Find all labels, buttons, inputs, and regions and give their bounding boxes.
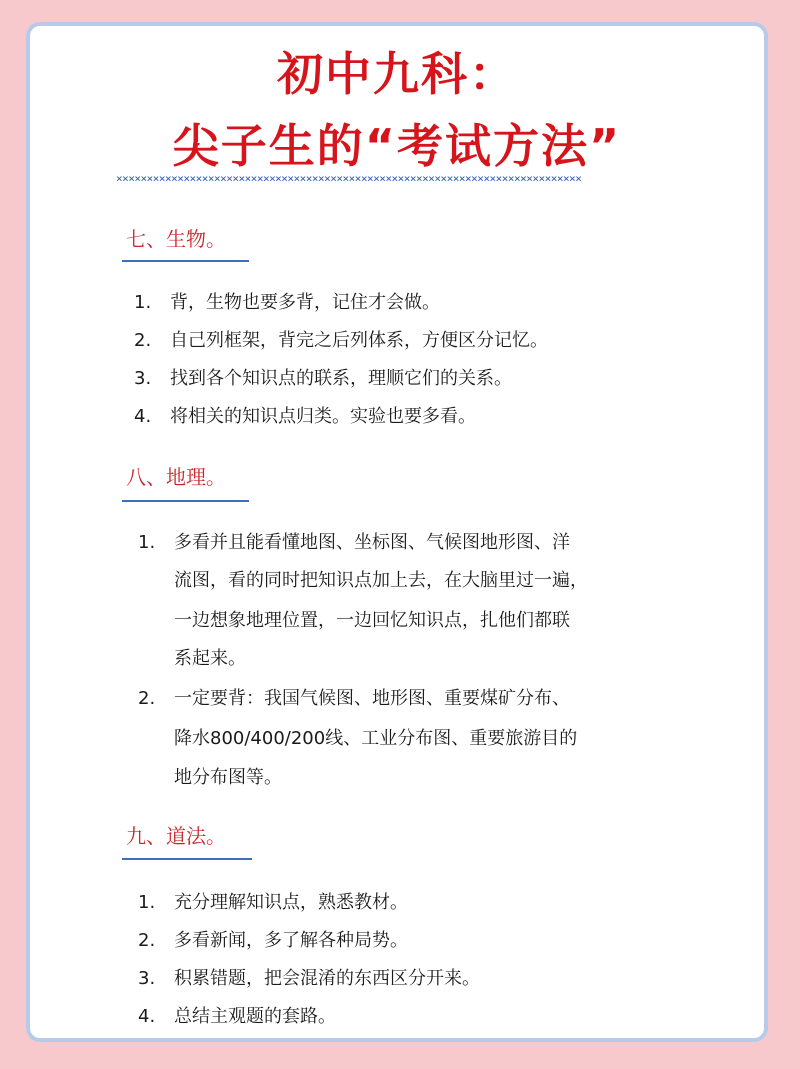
section-heading-geography: 八、地理。 [126,465,226,489]
list-item-line: 一边想象地理位置，一边回忆知识点，扎他们都联 [174,610,570,631]
list-item-line: 一定要背：我国气候图、地形图、重要煤矿分布、 [174,688,570,709]
section-underline [122,500,249,502]
section-underline [122,260,249,262]
list-item-line: 地分布图等。 [174,767,282,788]
document-card [26,22,768,1042]
list-item-number: 3. [138,968,156,989]
list-item-number: 3. [134,368,152,389]
list-item-line: 系起来。 [174,648,246,669]
section-heading-biology: 七、生物。 [126,227,226,251]
list-item-text: 找到各个知识点的联系，理顺它们的关系。 [170,368,512,389]
list-item-text: 将相关的知识点归类。实验也要多看。 [170,406,476,427]
list-item-number: 2. [138,688,156,709]
list-item-number: 2. [134,330,152,351]
list-item-number: 2. [138,930,156,951]
list-item-text: 充分理解知识点，熟悉教材。 [174,892,408,913]
list-item-number: 1. [138,892,156,913]
list-item-text: 积累错题，把会混淆的东西区分开来。 [174,968,480,989]
cross-stitch-divider: ×××××××××××××××××××××××××××××××××××××××××××××××××××××××××××××××××××××××××××× [116,174,582,184]
list-item-line: 多看并且能看懂地图、坐标图、气候图地形图、洋 [174,532,570,553]
list-item-number: 4. [134,406,152,427]
list-item-text: 多看新闻，多了解各种局势。 [174,930,408,951]
list-item-text: 自己列框架，背完之后列体系，方便区分记忆。 [170,330,548,351]
page-title-line2: 尖子生的“考试方法” [172,119,622,173]
list-item-text: 背，生物也要多背，记住才会做。 [170,292,440,313]
section-underline [122,858,252,860]
section-heading-morality-law: 九、道法。 [126,824,226,848]
list-item-line: 降水800/400/200线、工业分布图、重要旅游目的 [174,728,578,749]
list-item-line: 流图，看的同时把知识点加上去，在大脑里过一遍， [174,570,588,591]
list-item-number: 1. [134,292,152,313]
page-title-line1: 初中九科： [277,47,517,101]
list-item-number: 4. [138,1006,156,1027]
list-item-number: 1. [138,532,156,553]
list-item-text: 总结主观题的套路。 [174,1006,336,1027]
